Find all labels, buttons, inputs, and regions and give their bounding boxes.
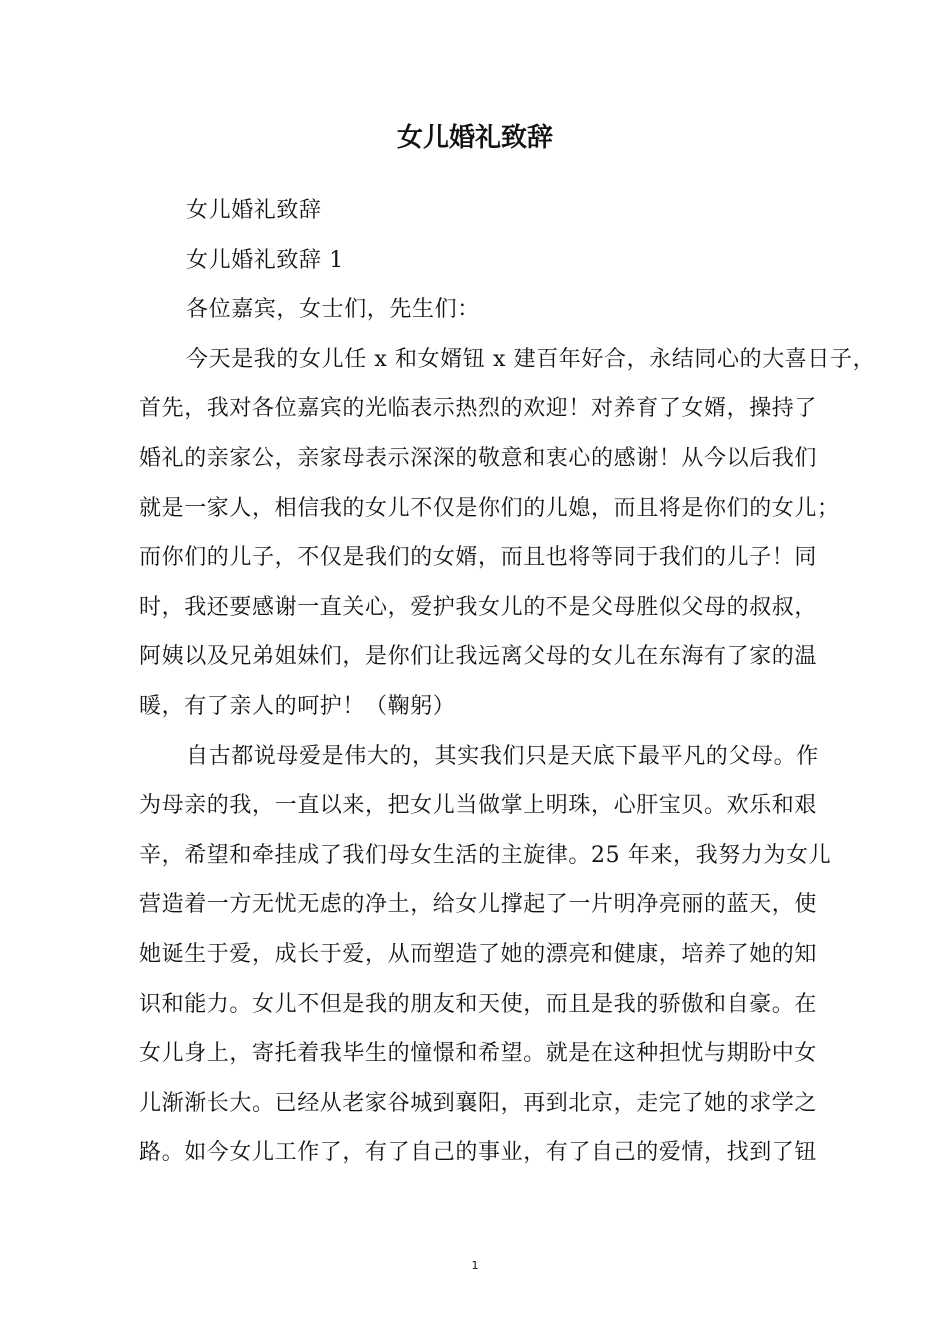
paragraph-line: 时，我还要感谢一直关心，爱护我女儿的不是父母胜似父母的叔叔， [139,594,818,620]
page-title: 女儿婚礼致辞 [396,123,553,153]
paragraph-line: 首先，我对各位嘉宾的光临表示热烈的欢迎！对养育了女婿，操持了 [139,396,818,422]
paragraph-line: 阿姨以及兄弟姐妹们，是你们让我远离父母的女儿在东海有了家的温 [139,644,818,670]
section-heading: 女儿婚礼致辞 1 [186,247,344,273]
paragraph-line: 暖，有了亲人的呵护！（鞠躬） [139,693,456,719]
paragraph-line: 婚礼的亲家公，亲家母表示深深的敬意和衷心的感谢！从今以后我们 [139,445,818,471]
paragraph-line: 今天是我的女儿任 x 和女婿钮 x 建百年好合，永结同心的大喜日子， [186,346,876,372]
paragraph-line: 女儿身上，寄托着我毕生的憧憬和希望。就是在这种担忧与期盼中女 [139,1041,818,1067]
paragraph-line: 识和能力。女儿不但是我的朋友和天使，而且是我的骄傲和自豪。在 [139,991,818,1017]
document-body [139,190,876,1182]
paragraph-line: 辛，希望和牵挂成了我们母女生活的主旋律。25 年来，我努力为女儿 [139,842,832,868]
paragraph-line: 为母亲的我，一直以来，把女儿当做掌上明珠，心肝宝贝。欢乐和艰 [139,793,818,819]
paragraph-line: 营造着一方无忧无虑的净土，给女儿撑起了一片明净亮丽的蓝天，使 [139,892,818,918]
greeting-line: 各位嘉宾，女士们，先生们： [186,297,480,323]
paragraph-line: 路。如今女儿工作了，有了自己的事业，有了自己的爱情，找到了钮 [139,1140,818,1166]
paragraph-line: 就是一家人，相信我的女儿不仅是你们的儿媳，而且将是你们的女儿； [139,495,840,521]
subtitle-line: 女儿婚礼致辞 [186,198,322,223]
paragraph-line: 儿渐渐长大。已经从老家谷城到襄阳，再到北京，走完了她的求学之 [139,1090,818,1116]
paragraph-line: 而你们的儿子，不仅是我们的女婿，而且也将等同于我们的儿子！同 [139,545,818,571]
page-number: 1 [471,1259,479,1272]
paragraph-line: 自古都说母爱是伟大的，其实我们只是天底下最平凡的父母。作 [186,743,819,769]
paragraph-line: 她诞生于爱，成长于爱，从而塑造了她的漂亮和健康，培养了她的知 [139,941,818,967]
